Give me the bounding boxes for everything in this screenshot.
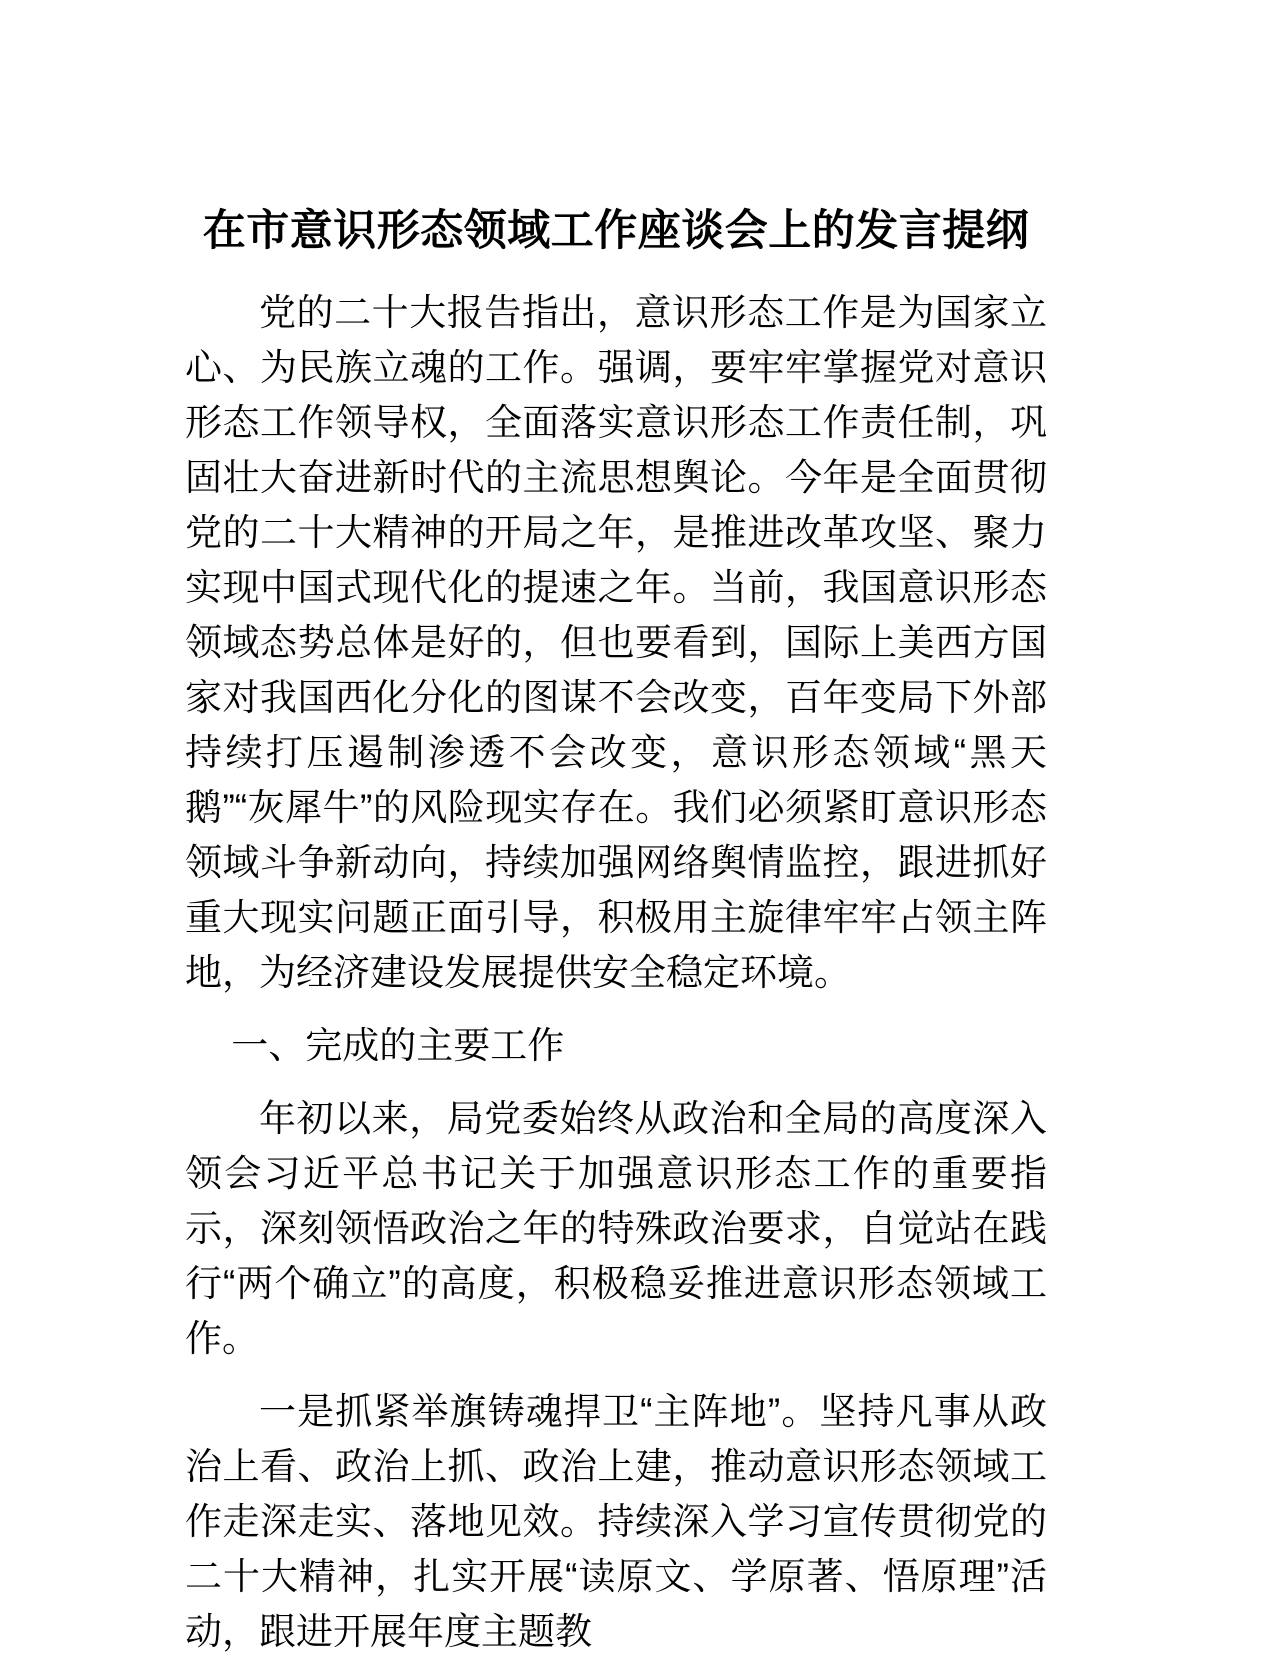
spacer [185, 1366, 1047, 1384]
page-title: 在市意识形态领域工作座谈会上的发言提纲 [202, 207, 1030, 255]
intro-paragraph: 党的二十大报告指出，意识形态工作是为国家立心、为民族立魂的工作。强调，要牢牢掌握党对意识形态工作领导权，全面落实意识形态工作责任制，巩固壮大奋进新时代的主流思想舆论。今年是全面贯彻党的二十大精神的开局之年，是推进改革攻坚、聚力实现中国式现代化的提速之年。当前，我国意识形态领域态势总体是好的，但也要看到，国际上美西方国家对我国西化分化的图谋不会改变，百年变局下外部持续打压遏制渗透不会改变，意识形态领域“黑天鹅”“灰犀牛”的风险现实存在。我们必须紧盯意识形态领域斗争新动向，持续加强网络舆情监控，跟进抓好重大现实问题正面引导，积极用主旋律牢牢占领主阵地，为经济建设发展提供安全稳定环境。 [185, 291, 1047, 993]
spacer [185, 1000, 1047, 1018]
section-one-paragraph: 年初以来，局党委始终从政治和全局的高度深入领会习近平总书记关于加强意识形态工作的重要指示，深刻领悟政治之年的特殊政治要求，自觉站在践行“两个确立”的高度，积极稳妥推进意识形态领域工作。 [185, 1097, 1047, 1359]
section-heading-one: 一、完成的主要工作 [231, 1024, 565, 1066]
document-body [185, 0, 1047, 1659]
item-one-paragraph: 一是抓紧举旗铸魂捍卫“主阵地”。坚持凡事从政治上看、政治上抓、政治上建，推动意识形态领域工作走深走实、落地见效。持续深入学习宣传贯彻党的二十大精神，扎实开展“读原文、学原著、悟原理”活动，跟进开展年度主题教 [185, 1390, 1047, 1652]
spacer [185, 1073, 1047, 1091]
spacer [185, 259, 1047, 285]
